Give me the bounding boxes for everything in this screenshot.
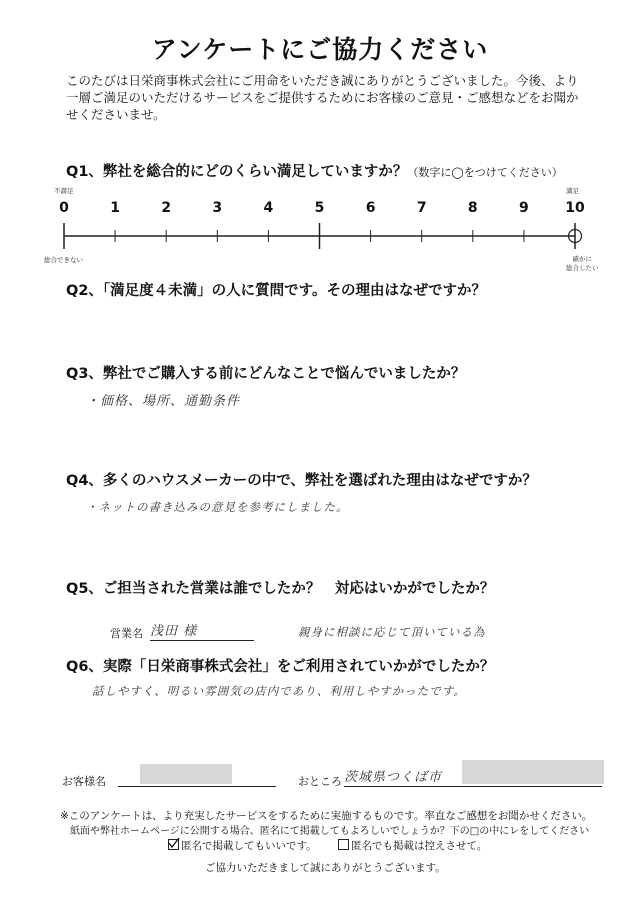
scale-number-9[interactable]: 9 <box>519 200 529 216</box>
address-value: 茨城県つくば市 <box>344 770 443 785</box>
scale-number-4[interactable]: 4 <box>263 200 274 216</box>
q3-question: Q3、弊社でご購入する前にどんなことで悩んでいましたか？ <box>66 366 466 382</box>
scale-number-2[interactable]: 2 <box>161 200 172 216</box>
scale-number-10[interactable]: 10 <box>565 200 585 216</box>
scale-low-bottom-label: 総合できない <box>44 256 83 264</box>
footer-note-2: 紙面や弊社ホームページに公開する場合、匿名にて掲載してもよろしいでしょうか？下の□の中にレをしてください <box>70 826 590 837</box>
checkmark-icon <box>168 837 180 849</box>
page-title: アンケートにご協力ください <box>151 35 489 64</box>
q5-question: Q5、ご担当された営業は誰でしたか？ 対応はいかがでしたか？ <box>66 581 495 597</box>
address-line <box>344 786 602 787</box>
staff-name: 浅田 様 <box>150 620 254 641</box>
q1-note: （数字に◯をつけてください） <box>407 166 563 179</box>
customer-name-label: お客様名 <box>62 775 106 788</box>
scale-high-label: 満足 <box>566 187 579 195</box>
intro-text: このたびは日栄商事株式会社にご用命をいただき誠にありがとうございました。今後、より一層ご満足のいただけるサービスをご提供するためにお客様のご意見・ご感想などをお聞かせくださいませ。 <box>66 73 579 122</box>
scale-number-8[interactable]: 8 <box>467 200 478 216</box>
scale-high-bottom-label-1: 確かに <box>572 255 592 263</box>
satisfaction-scale <box>0 215 640 260</box>
scale-high-bottom-label <box>566 254 599 272</box>
anonymous-ok-label: 匿名で掲載してもいいです。 <box>181 840 317 852</box>
q2-question: Q2、「満足度４未満」の人に質問です。その理由はなぜですか？ <box>66 283 487 299</box>
scale-number-7[interactable]: 7 <box>416 200 427 216</box>
q1-question-text: Q1、弊社を総合的にどのくらい満足していますか？ <box>66 164 408 180</box>
scale-number-3[interactable]: 3 <box>212 200 223 216</box>
scale-number-0[interactable]: 0 <box>59 200 69 216</box>
scale-low-label: 不満足 <box>54 187 74 195</box>
q4-question: Q4、多くのハウスメーカーの中で、弊社を選ばれた理由はなぜですか？ <box>66 473 537 489</box>
customer-name-redacted <box>140 764 232 784</box>
q6-answer: 話しやすく、明るい雰囲気の店内であり、利用しやすかったです。 <box>92 684 466 698</box>
q6-question: Q6、実際「日栄商事株式会社」をご利用されていかがでしたか？ <box>66 659 495 675</box>
q3-answer: ・価格、場所、通勤条件 <box>86 394 241 409</box>
anonymous-ok-option[interactable] <box>168 838 317 853</box>
q1-question <box>66 160 563 181</box>
q4-answer: ・ネットの書き込みの意見を参考にしました。 <box>86 500 349 514</box>
address-redacted <box>462 760 604 784</box>
thanks-text: ご協力いただきまして誠にありがとうございます。 <box>205 862 446 874</box>
scale-number-1[interactable]: 1 <box>110 200 120 216</box>
scale-number-5[interactable]: 5 <box>314 200 325 216</box>
staff-label: 営業名 <box>110 627 143 640</box>
address-label: おところ <box>298 775 342 788</box>
footer-note-1: ※このアンケートは、より充実したサービスをするために実施するものです。率直なご感想をお聞かせください。 <box>60 810 593 822</box>
anonymous-decline-option[interactable] <box>338 838 487 853</box>
customer-name-line <box>118 786 276 787</box>
empty-box-icon[interactable] <box>338 839 349 850</box>
checked-box-icon[interactable] <box>168 839 179 850</box>
anonymous-decline-label: 匿名でも掲載は控えさせて。 <box>351 840 488 852</box>
scale-number-6[interactable]: 6 <box>365 200 376 216</box>
staff-comment: 親身に相談に応じて頂いている為 <box>298 625 486 639</box>
scale-high-bottom-label-2: 総合したい <box>566 264 599 272</box>
